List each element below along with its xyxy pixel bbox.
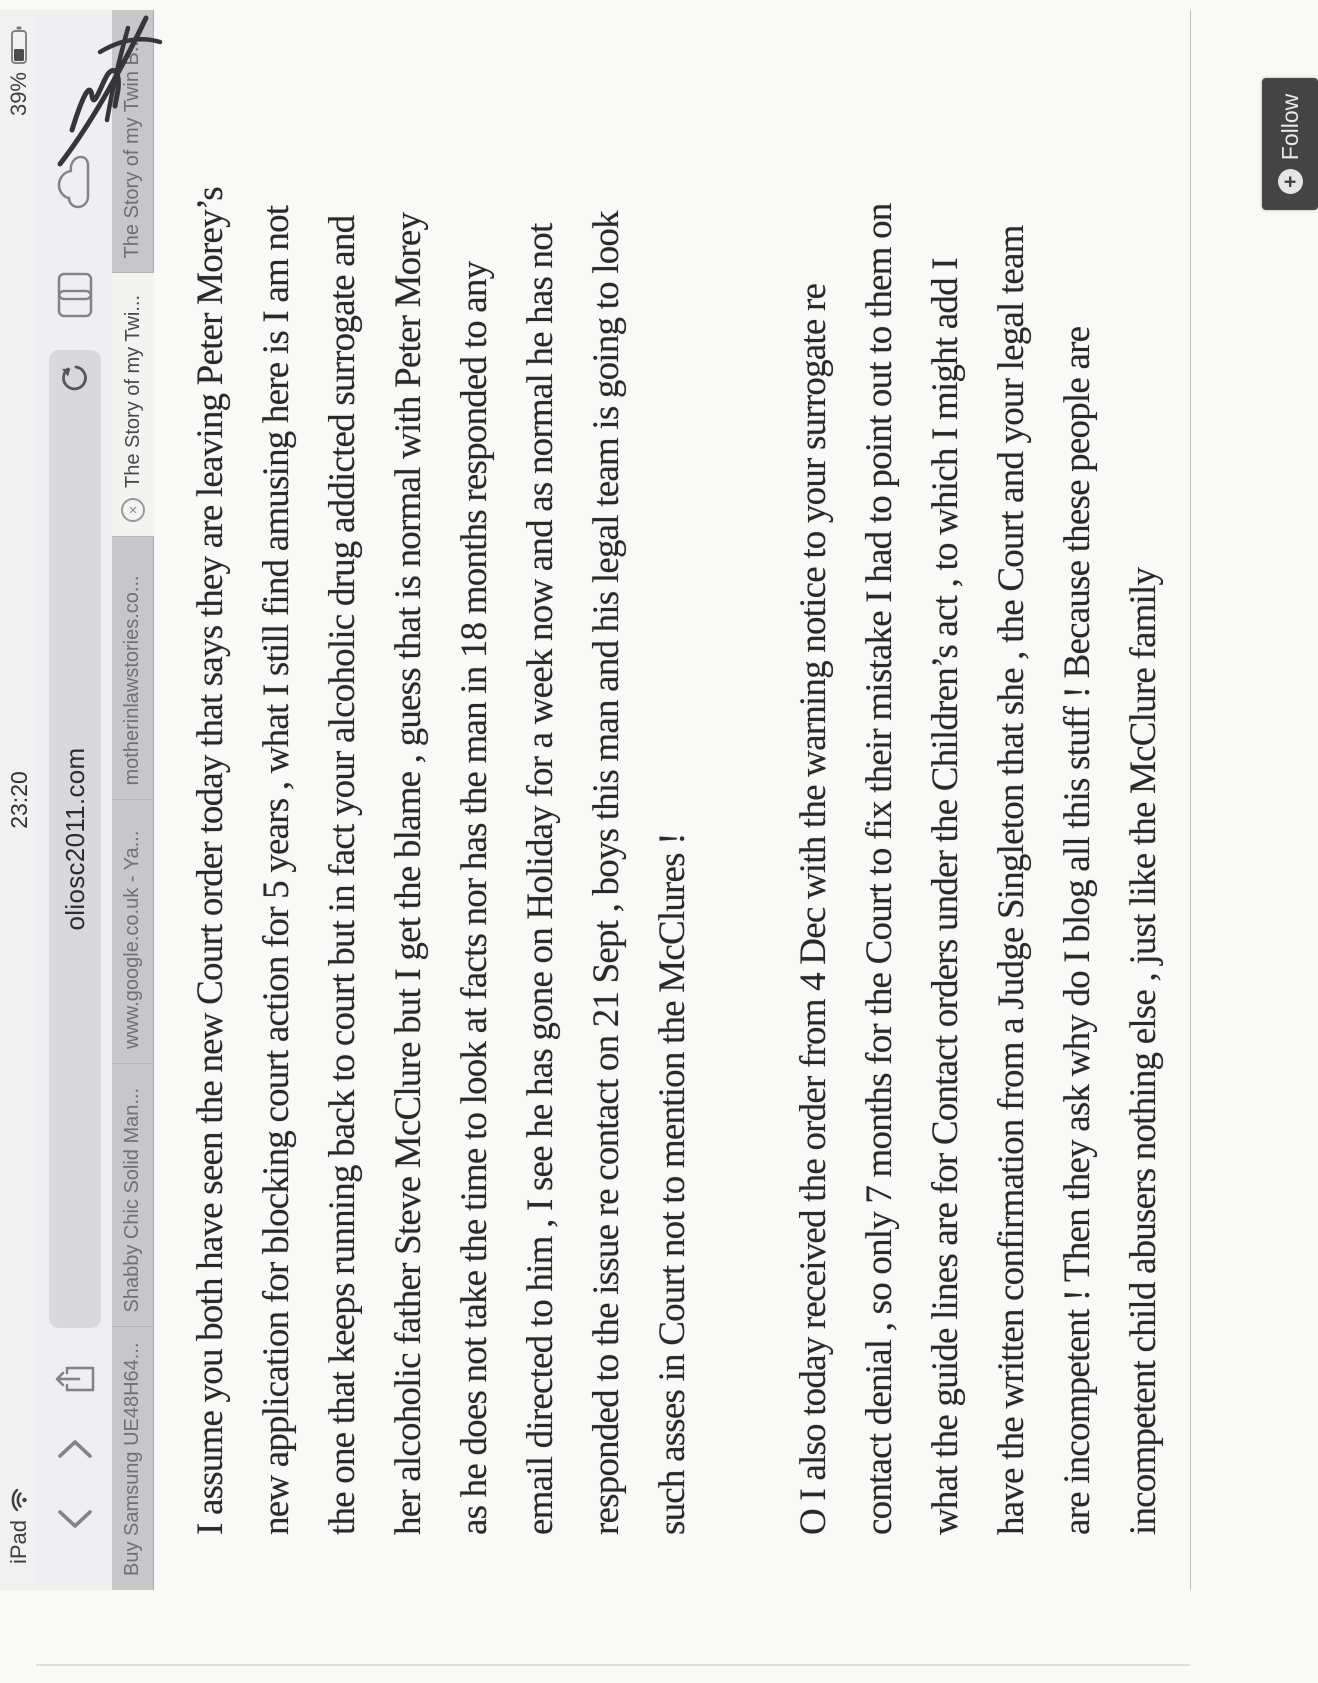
pages-icon: [57, 272, 93, 318]
text-line: I assume you both have seen the new Court order today that says they are leaving Peter Morey’s: [190, 187, 231, 1535]
safari-window: [0, 10, 1303, 1590]
handwritten-initials: [28, 8, 168, 188]
battery-percent-label: 39%: [6, 72, 31, 117]
page-content: [154, 10, 1303, 1590]
text-line: as he does not take the time to look at facts nor has the man in 18 months responded to any: [454, 261, 495, 1535]
share-icon: [53, 1363, 97, 1395]
text-line: new application for blocking court action for 5 years , what I still find amusing here is I am not: [256, 205, 297, 1535]
blog-paragraph-2: [781, 10, 1177, 1590]
forward-button[interactable]: [38, 1424, 112, 1474]
tab-label: Buy Samsung UE48H64...: [121, 1342, 143, 1576]
status-time: 23:20: [6, 771, 32, 829]
text-line: the one that keeps running back to court but in fact your alcoholic drug addicted surrogate and: [322, 215, 363, 1535]
battery-icon: [10, 26, 28, 64]
follow-label: Follow: [1276, 93, 1303, 161]
text-line: responded to the issue re contact on 21 Sept , boys this man and his legal team is going to look: [586, 211, 627, 1535]
address-bar[interactable]: [49, 350, 101, 1328]
text-line: incompetent child abusers nothing else , just like the McClure family: [1123, 567, 1164, 1535]
tab-label: Shabby Chic Solid Man...: [121, 1087, 143, 1313]
show-all-tabs-button[interactable]: [38, 268, 112, 322]
text-line: what the guide lines are for Contact orders under the Children’s act , to which I might add I: [925, 258, 966, 1535]
close-tab-icon[interactable]: ×: [121, 498, 145, 522]
follow-button[interactable]: [1262, 78, 1318, 210]
chevron-left-icon: [55, 1507, 95, 1531]
tab-3[interactable]: [112, 800, 153, 1064]
tab-bar: [112, 10, 154, 1590]
text-line: such asses in Court not to mention the McClures !: [652, 833, 693, 1535]
tab-label: motherinlawstories.co...: [121, 575, 143, 786]
paper-edge-line: [36, 1664, 1190, 1666]
tab-2[interactable]: [112, 1063, 153, 1327]
carrier-label: iPad: [6, 1519, 31, 1564]
tab-4[interactable]: [112, 536, 153, 800]
tab-1[interactable]: [112, 1327, 153, 1591]
browser-toolbar: [38, 10, 112, 1590]
share-button[interactable]: [38, 1354, 112, 1404]
status-bar: [0, 10, 38, 1590]
text-line: are incompetent ! Then they ask why do I blog all this stuff ! Because these people are: [1057, 326, 1098, 1535]
text-line: email directed to him , I see he has gone on Holiday for a week now and as normal he has not: [520, 223, 561, 1535]
tab-label: The Story of my Twi...: [121, 294, 144, 488]
tab-5[interactable]: [112, 273, 154, 537]
back-button[interactable]: [38, 1494, 112, 1544]
reload-icon[interactable]: [60, 362, 92, 394]
tab-label: The Story of my Twin B...: [121, 35, 143, 259]
text-line: have the written confirmation from a Judge Singleton that she , the Court and your legal team: [991, 225, 1032, 1535]
text-line: her alcoholic father Steve McClure but I get the blame , guess that is normal with Peter Morey: [388, 212, 429, 1535]
tab-label: www.google.co.uk - Ya...: [121, 830, 143, 1049]
text-line: O I also today received the order from 4 Dec with the warning notice to your surrogate re: [793, 283, 834, 1535]
chevron-right-icon: [55, 1437, 95, 1461]
plus-icon: +: [1278, 169, 1303, 194]
url-text: oliosc2011.com: [59, 747, 90, 931]
blog-paragraph-1: [154, 10, 706, 1590]
text-line: contact denial , so only 7 months for the Court to fix their mistake I had to point out to them on: [859, 203, 900, 1535]
